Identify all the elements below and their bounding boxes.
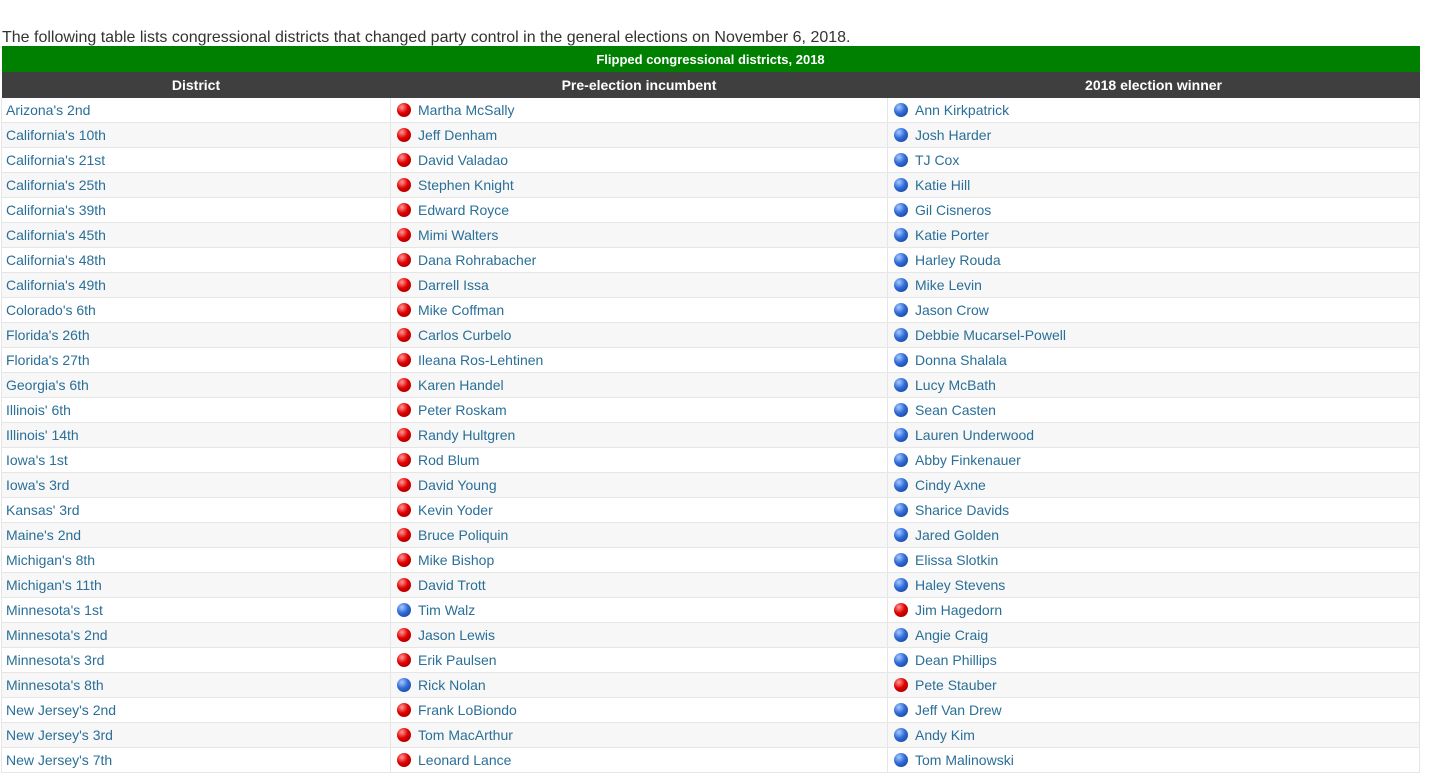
district-link[interactable]: Georgia's 6th: [6, 377, 89, 393]
winner-cell: [888, 673, 1420, 698]
district-link[interactable]: Florida's 26th: [6, 327, 90, 343]
table-row: [2, 223, 1420, 248]
winner-cell: [888, 398, 1420, 423]
district-cell: [2, 223, 391, 248]
incumbent-cell: [391, 748, 888, 773]
democrat-party-icon: [894, 453, 908, 467]
column-header-district: District: [2, 72, 391, 98]
democrat-party-icon: [894, 378, 908, 392]
winner-link[interactable]: Josh Harder: [915, 127, 992, 143]
district-link[interactable]: Michigan's 11th: [6, 577, 102, 593]
republican-party-icon: [397, 178, 411, 192]
winner-link[interactable]: Angie Craig: [915, 627, 989, 643]
democrat-party-icon: [894, 503, 908, 517]
republican-party-icon: [397, 728, 411, 742]
table-row: [2, 173, 1420, 198]
winner-cell: [888, 448, 1420, 473]
table-row: [2, 323, 1420, 348]
winner-link[interactable]: Harley Rouda: [915, 252, 1001, 268]
district-link[interactable]: Arizona's 2nd: [6, 102, 91, 118]
winner-link[interactable]: Jeff Van Drew: [915, 702, 1002, 718]
table-row: [2, 523, 1420, 548]
winner-link[interactable]: Jim Hagedorn: [915, 602, 1003, 618]
district-link[interactable]: California's 49th: [6, 277, 106, 293]
winner-cell: [888, 648, 1420, 673]
democrat-party-icon: [894, 528, 908, 542]
incumbent-link[interactable]: Mimi Walters: [418, 227, 499, 243]
democrat-party-icon: [894, 303, 908, 317]
district-cell: [2, 98, 391, 123]
table-row: [2, 273, 1420, 298]
district-cell: [2, 148, 391, 173]
district-cell: [2, 498, 391, 523]
incumbent-link[interactable]: Darrell Issa: [418, 277, 489, 293]
table-title: Flipped congressional districts, 2018: [2, 46, 1420, 72]
winner-link[interactable]: Jason Crow: [915, 302, 989, 318]
winner-cell: [888, 498, 1420, 523]
republican-party-icon: [397, 653, 411, 667]
table-row: [2, 348, 1420, 373]
incumbent-link[interactable]: Peter Roskam: [418, 402, 507, 418]
republican-party-icon: [397, 503, 411, 517]
winner-cell: [888, 248, 1420, 273]
winner-link[interactable]: Gil Cisneros: [915, 202, 992, 218]
flipped-districts-table: [1, 46, 1420, 773]
district-link[interactable]: Minnesota's 8th: [6, 677, 104, 693]
democrat-party-icon: [894, 428, 908, 442]
winner-link[interactable]: Dean Phillips: [915, 652, 997, 668]
republican-party-icon: [397, 228, 411, 242]
winner-cell: [888, 598, 1420, 623]
district-link[interactable]: Minnesota's 1st: [6, 602, 103, 618]
incumbent-link[interactable]: Karen Handel: [418, 377, 504, 393]
winner-link[interactable]: Sharice Davids: [915, 502, 1010, 518]
table-row: [2, 598, 1420, 623]
district-link[interactable]: California's 48th: [6, 252, 106, 268]
incumbent-cell: [391, 648, 888, 673]
district-link[interactable]: New Jersey's 7th: [6, 752, 113, 768]
district-cell: [2, 248, 391, 273]
winner-cell: [888, 348, 1420, 373]
district-link[interactable]: Minnesota's 3rd: [6, 652, 105, 668]
winner-cell: [888, 548, 1420, 573]
column-header-winner: 2018 election winner: [888, 72, 1420, 98]
table-row: [2, 748, 1420, 773]
democrat-party-icon: [894, 228, 908, 242]
winner-cell: [888, 298, 1420, 323]
winner-cell: [888, 373, 1420, 398]
winner-link[interactable]: Cindy Axne: [915, 477, 986, 493]
winner-cell: [888, 98, 1420, 123]
winner-link[interactable]: Katie Porter: [915, 227, 989, 243]
table-row: [2, 548, 1420, 573]
district-cell: [2, 548, 391, 573]
incumbent-cell: [391, 123, 888, 148]
incumbent-link[interactable]: Mike Bishop: [418, 552, 495, 568]
district-link[interactable]: California's 10th: [6, 127, 106, 143]
table-header-row: [2, 72, 1420, 98]
incumbent-link[interactable]: Ileana Ros-Lehtinen: [418, 352, 544, 368]
incumbent-link[interactable]: Tom MacArthur: [418, 727, 513, 743]
winner-cell: [888, 423, 1420, 448]
district-cell: [2, 198, 391, 223]
incumbent-cell: [391, 248, 888, 273]
incumbent-cell: [391, 498, 888, 523]
democrat-party-icon: [894, 153, 908, 167]
incumbent-cell: [391, 448, 888, 473]
incumbent-cell: [391, 548, 888, 573]
winner-cell: [888, 523, 1420, 548]
democrat-party-icon: [894, 278, 908, 292]
table-row: [2, 373, 1420, 398]
democrat-party-icon: [894, 703, 908, 717]
table-row: [2, 198, 1420, 223]
republican-party-icon: [397, 103, 411, 117]
republican-party-icon: [397, 253, 411, 267]
district-link[interactable]: Colorado's 6th: [6, 302, 96, 318]
republican-party-icon: [397, 528, 411, 542]
table-row: [2, 573, 1420, 598]
incumbent-cell: [391, 348, 888, 373]
winner-link[interactable]: Donna Shalala: [915, 352, 1007, 368]
district-cell: [2, 273, 391, 298]
incumbent-link[interactable]: Randy Hultgren: [418, 427, 516, 443]
democrat-party-icon: [894, 178, 908, 192]
winner-cell: [888, 173, 1420, 198]
winner-cell: [888, 573, 1420, 598]
winner-cell: [888, 223, 1420, 248]
district-link[interactable]: Michigan's 8th: [6, 552, 96, 568]
democrat-party-icon: [894, 353, 908, 367]
table-row: [2, 623, 1420, 648]
table-row: [2, 648, 1420, 673]
democrat-party-icon: [894, 578, 908, 592]
winner-link[interactable]: Ann Kirkpatrick: [915, 102, 1010, 118]
district-cell: [2, 623, 391, 648]
winner-link[interactable]: Andy Kim: [915, 727, 975, 743]
district-cell: [2, 398, 391, 423]
winner-cell: [888, 123, 1420, 148]
district-link[interactable]: Iowa's 3rd: [6, 477, 70, 493]
winner-link[interactable]: TJ Cox: [915, 152, 960, 168]
republican-party-icon: [397, 553, 411, 567]
district-link[interactable]: California's 39th: [6, 202, 106, 218]
republican-party-icon: [397, 403, 411, 417]
district-link[interactable]: Iowa's 1st: [6, 452, 68, 468]
democrat-party-icon: [397, 603, 411, 617]
table-row: [2, 398, 1420, 423]
republican-party-icon: [397, 578, 411, 592]
republican-party-icon: [397, 353, 411, 367]
winner-link[interactable]: Jared Golden: [915, 527, 1000, 543]
democrat-party-icon: [894, 203, 908, 217]
winner-link[interactable]: Mike Levin: [915, 277, 982, 293]
table-row: [2, 248, 1420, 273]
district-cell: [2, 323, 391, 348]
district-link[interactable]: Kansas' 3rd: [6, 502, 80, 518]
democrat-party-icon: [397, 678, 411, 692]
district-link[interactable]: California's 45th: [6, 227, 106, 243]
district-cell: [2, 748, 391, 773]
democrat-party-icon: [894, 403, 908, 417]
incumbent-link[interactable]: Frank LoBiondo: [418, 702, 517, 718]
democrat-party-icon: [894, 128, 908, 142]
incumbent-link[interactable]: David Young: [418, 477, 497, 493]
district-link[interactable]: Florida's 27th: [6, 352, 90, 368]
republican-party-icon: [397, 303, 411, 317]
republican-party-icon: [397, 278, 411, 292]
district-link[interactable]: Minnesota's 2nd: [6, 627, 108, 643]
democrat-party-icon: [894, 328, 908, 342]
incumbent-link[interactable]: Martha McSally: [418, 102, 515, 118]
table-row: [2, 723, 1420, 748]
district-cell: [2, 448, 391, 473]
democrat-party-icon: [894, 478, 908, 492]
column-header-incumbent: Pre-election incumbent: [391, 72, 888, 98]
incumbent-link[interactable]: Bruce Poliquin: [418, 527, 509, 543]
district-cell: [2, 723, 391, 748]
incumbent-cell: [391, 473, 888, 498]
incumbent-link[interactable]: Edward Royce: [418, 202, 510, 218]
republican-party-icon: [894, 603, 908, 617]
incumbent-link[interactable]: Leonard Lance: [418, 752, 512, 768]
incumbent-cell: [391, 698, 888, 723]
incumbent-cell: [391, 223, 888, 248]
incumbent-link[interactable]: Kevin Yoder: [418, 502, 493, 518]
incumbent-link[interactable]: Carlos Curbelo: [418, 327, 512, 343]
table-row: [2, 448, 1420, 473]
table-row: [2, 473, 1420, 498]
district-cell: [2, 423, 391, 448]
district-cell: [2, 473, 391, 498]
incumbent-link[interactable]: Stephen Knight: [418, 177, 514, 193]
winner-cell: [888, 723, 1420, 748]
district-cell: [2, 298, 391, 323]
incumbent-link[interactable]: Rod Blum: [418, 452, 480, 468]
incumbent-link[interactable]: Mike Coffman: [418, 302, 505, 318]
winner-cell: [888, 323, 1420, 348]
district-cell: [2, 673, 391, 698]
incumbent-cell: [391, 723, 888, 748]
district-cell: [2, 123, 391, 148]
table-row: [2, 673, 1420, 698]
incumbent-link[interactable]: Dana Rohrabacher: [418, 252, 537, 268]
winner-link[interactable]: Katie Hill: [915, 177, 971, 193]
district-link[interactable]: Illinois' 14th: [6, 427, 79, 443]
democrat-party-icon: [894, 753, 908, 767]
democrat-party-icon: [894, 653, 908, 667]
district-cell: [2, 348, 391, 373]
winner-link[interactable]: Sean Casten: [915, 402, 996, 418]
republican-party-icon: [397, 753, 411, 767]
incumbent-cell: [391, 398, 888, 423]
incumbent-cell: [391, 273, 888, 298]
incumbent-cell: [391, 573, 888, 598]
district-cell: [2, 373, 391, 398]
incumbent-link[interactable]: Jason Lewis: [418, 627, 496, 643]
table-row: [2, 298, 1420, 323]
winner-link[interactable]: Elissa Slotkin: [915, 552, 999, 568]
district-cell: [2, 173, 391, 198]
table-title-row: [2, 46, 1420, 72]
winner-link[interactable]: Tom Malinowski: [915, 752, 1014, 768]
incumbent-link[interactable]: Jeff Denham: [418, 127, 498, 143]
republican-party-icon: [397, 428, 411, 442]
republican-party-icon: [397, 628, 411, 642]
incumbent-link[interactable]: David Valadao: [418, 152, 509, 168]
incumbent-cell: [391, 148, 888, 173]
republican-party-icon: [397, 203, 411, 217]
district-cell: [2, 573, 391, 598]
table-row: [2, 148, 1420, 173]
district-cell: [2, 648, 391, 673]
incumbent-cell: [391, 423, 888, 448]
district-link[interactable]: New Jersey's 3rd: [6, 727, 113, 743]
democrat-party-icon: [894, 103, 908, 117]
winner-link[interactable]: Haley Stevens: [915, 577, 1006, 593]
incumbent-link[interactable]: Erik Paulsen: [418, 652, 497, 668]
incumbent-cell: [391, 523, 888, 548]
incumbent-cell: [391, 623, 888, 648]
incumbent-link[interactable]: David Trott: [418, 577, 486, 593]
republican-party-icon: [397, 453, 411, 467]
winner-link[interactable]: Lauren Underwood: [915, 427, 1035, 443]
table-row: [2, 123, 1420, 148]
democrat-party-icon: [894, 253, 908, 267]
district-link[interactable]: California's 21st: [6, 152, 106, 168]
republican-party-icon: [397, 378, 411, 392]
winner-cell: [888, 698, 1420, 723]
republican-party-icon: [397, 478, 411, 492]
incumbent-cell: [391, 173, 888, 198]
republican-party-icon: [397, 703, 411, 717]
winner-cell: [888, 198, 1420, 223]
winner-link[interactable]: Lucy McBath: [915, 377, 996, 393]
district-link[interactable]: New Jersey's 2nd: [6, 702, 117, 718]
district-cell: [2, 698, 391, 723]
district-cell: [2, 523, 391, 548]
incumbent-link[interactable]: Rick Nolan: [418, 677, 486, 693]
winner-cell: [888, 148, 1420, 173]
table-body: [2, 98, 1420, 773]
winner-cell: [888, 273, 1420, 298]
winner-cell: [888, 748, 1420, 773]
winner-cell: [888, 623, 1420, 648]
incumbent-cell: [391, 673, 888, 698]
republican-party-icon: [397, 128, 411, 142]
winner-link[interactable]: Abby Finkenauer: [915, 452, 1021, 468]
incumbent-cell: [391, 373, 888, 398]
democrat-party-icon: [894, 628, 908, 642]
democrat-party-icon: [894, 728, 908, 742]
intro-text: The following table lists congressional districts that changed party control in the general elections on November 6, 2018.: [2, 29, 851, 46]
winner-link[interactable]: Pete Stauber: [915, 677, 997, 693]
incumbent-cell: [391, 98, 888, 123]
incumbent-cell: [391, 198, 888, 223]
district-link[interactable]: Maine's 2nd: [6, 527, 82, 543]
table-row: [2, 498, 1420, 523]
district-cell: [2, 598, 391, 623]
table-row: [2, 423, 1420, 448]
winner-link[interactable]: Debbie Mucarsel-Powell: [915, 327, 1066, 343]
republican-party-icon: [397, 328, 411, 342]
republican-party-icon: [397, 153, 411, 167]
incumbent-cell: [391, 298, 888, 323]
democrat-party-icon: [894, 553, 908, 567]
incumbent-cell: [391, 323, 888, 348]
table-row: [2, 698, 1420, 723]
district-link[interactable]: California's 25th: [6, 177, 106, 193]
republican-party-icon: [894, 678, 908, 692]
incumbent-cell: [391, 598, 888, 623]
district-link[interactable]: Illinois' 6th: [6, 402, 71, 418]
incumbent-link[interactable]: Tim Walz: [418, 602, 476, 618]
table-row: [2, 98, 1420, 123]
winner-cell: [888, 473, 1420, 498]
